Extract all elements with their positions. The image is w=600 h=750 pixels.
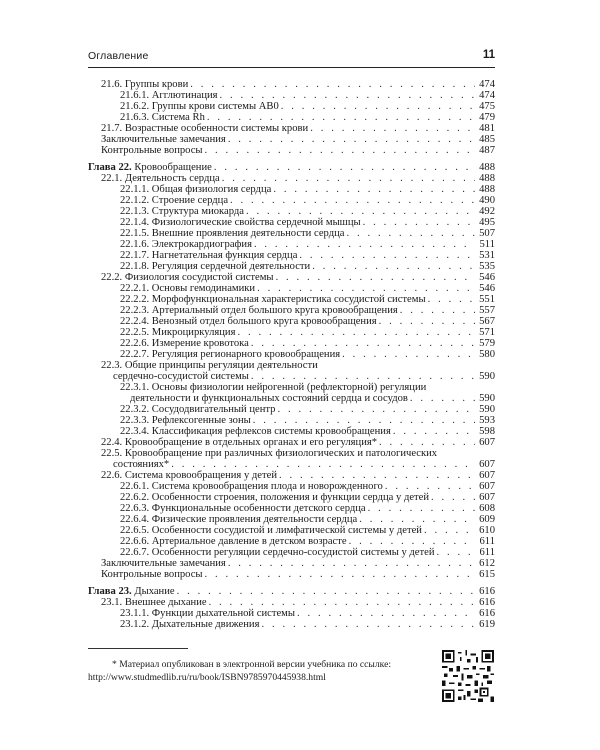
toc-entry-title	[120, 217, 361, 228]
toc-entry-title	[101, 123, 308, 134]
toc-entry[interactable]	[101, 437, 495, 448]
toc-entry[interactable]	[101, 173, 495, 184]
toc-entry-title	[120, 608, 295, 619]
toc-leader-dots	[276, 272, 475, 283]
toc-entry-title	[120, 492, 429, 503]
toc-page-number: 619	[479, 619, 495, 630]
toc-leader-dots	[359, 514, 475, 525]
toc-entry-text: 22.4. Кровообращение в отдельных органах и его регуляция*	[101, 437, 378, 448]
toc-entry-title	[120, 206, 244, 217]
toc-page-number: 571	[479, 327, 495, 338]
toc-page-number: 607	[479, 492, 495, 503]
toc-entry-text: 22.3.3. Рефлексогенные зоны	[120, 415, 251, 426]
toc-entry-title	[120, 415, 251, 426]
toc-page-number: 616	[479, 597, 495, 608]
header-rule	[88, 67, 495, 68]
toc-entry[interactable]	[120, 492, 495, 503]
toc-entry-title	[120, 349, 340, 360]
header-page-number: 11	[482, 49, 495, 61]
toc-entry-title	[120, 90, 218, 101]
toc-entry-text: 23.1.1. Функции дыхательной системы	[120, 608, 295, 619]
toc-entry[interactable]	[101, 360, 495, 371]
toc-entry-title	[101, 437, 377, 448]
toc-entry-text: Заключительные замечания	[101, 558, 226, 569]
toc-entry-title	[120, 327, 235, 338]
toc-entry[interactable]	[120, 404, 495, 415]
toc-entry[interactable]	[120, 349, 495, 360]
toc-entry-text: 21.6.2. Группы крови системы АВ0	[120, 101, 279, 112]
toc-entry-title	[120, 536, 347, 547]
toc-leader-dots	[400, 305, 475, 316]
toc-page-number: 488	[479, 162, 495, 173]
toc-leader-dots	[261, 619, 475, 630]
toc-entry-text: 23.1. Внешнее дыхание	[101, 597, 207, 608]
toc-entry[interactable]	[120, 338, 495, 349]
toc-entry[interactable]	[101, 134, 495, 145]
toc-entry-text: 22.6.3. Функциональные особенности детского сердца	[120, 503, 366, 514]
toc-page-number: 490	[479, 195, 495, 206]
toc-entry-text: 22.2.3. Артериальный отдел большого круга кровообращения	[120, 305, 398, 316]
toc-leader-dots	[230, 195, 475, 206]
toc-entry-text: 22.1.3. Структура миокарда	[120, 206, 244, 217]
toc-entry[interactable]	[101, 145, 495, 156]
toc-entry-title	[120, 619, 259, 630]
toc-entry-title	[120, 101, 279, 112]
toc-entry-text: 22.1. Деятельность сердца	[101, 173, 220, 184]
toc-entry[interactable]	[130, 393, 495, 404]
toc-leader-dots	[214, 162, 475, 173]
toc-page-number: 611	[479, 536, 495, 547]
toc-leader-dots	[437, 547, 476, 558]
toc-leader-dots	[253, 415, 475, 426]
toc-entry[interactable]	[120, 112, 495, 123]
toc-entry-title	[101, 173, 220, 184]
toc-entry-text: 22.2.5. Микроциркуляция	[120, 327, 236, 338]
toc-page-number: 608	[479, 503, 495, 514]
toc-entry-text: 22.1.7. Нагнетательная функция сердца	[120, 250, 298, 261]
toc-entry-text: 22.3.1. Основы физиологии нейрогенной (рефлекторной) регуляции	[120, 382, 427, 393]
toc-leader-dots	[246, 206, 475, 217]
toc-entry-text: 22.1.8. Регуляция сердечной деятельности	[120, 261, 311, 272]
footnote-link[interactable]: http://www.studmedlib.ru/ru/book/ISBN9785970445938.html	[88, 672, 326, 683]
footnote-divider	[88, 648, 188, 649]
toc-leader-dots	[205, 569, 475, 580]
toc-entry-title	[120, 112, 205, 123]
toc-page-number: 616	[479, 608, 495, 619]
toc-leader-dots	[257, 283, 475, 294]
toc-leader-dots	[273, 184, 475, 195]
toc-entry[interactable]	[120, 206, 495, 217]
toc-entry-text: 22.1.2. Строение сердца	[120, 195, 229, 206]
toc-entry-text: 22.6.4. Физические проявления деятельности сердца	[120, 514, 358, 525]
toc-leader-dots	[209, 597, 475, 608]
toc-entry-text: 22.1.1. Общая физиология сердца	[120, 184, 272, 195]
toc-entry[interactable]	[101, 272, 495, 283]
toc-entry[interactable]	[120, 525, 495, 536]
toc-entry[interactable]	[113, 371, 495, 382]
toc-entry-text: 21.7. Возрастные особенности системы крови	[101, 123, 309, 134]
toc-entry-text: 22.5. Кровообращение при различных физиологических и патологических	[101, 448, 438, 459]
toc-entry[interactable]	[120, 619, 495, 630]
toc-leader-dots	[363, 217, 475, 228]
toc-page-number: 492	[479, 206, 495, 217]
toc-entry-title	[120, 316, 377, 327]
toc-page-number: 610	[479, 525, 495, 536]
toc-entry-title	[120, 228, 344, 239]
toc-entry-text: Заключительные замечания	[101, 134, 226, 145]
toc-entry-title	[120, 184, 271, 195]
toc-entry-text: 23.1.2. Дыхательные движения	[120, 619, 260, 630]
toc-entry[interactable]	[120, 283, 495, 294]
toc-leader-dots	[228, 134, 475, 145]
toc-page-number: 474	[479, 79, 495, 90]
toc-entry[interactable]	[120, 239, 495, 250]
toc-entry-title	[120, 514, 357, 525]
toc-leader-dots	[207, 112, 475, 123]
toc-page-number: 607	[479, 459, 495, 470]
toc-entry-title	[120, 338, 249, 349]
toc-entry-text: 21.6.1. Агглютинация	[120, 90, 218, 101]
toc-page-number: 607	[479, 470, 495, 481]
toc-entry-title	[101, 145, 203, 156]
toc-leader-dots	[281, 101, 475, 112]
toc-page-number: 485	[479, 134, 495, 145]
toc-leader-dots	[177, 586, 475, 597]
toc-entry-text: 22.2.7. Регуляция регионарного кровообращения	[120, 349, 341, 360]
toc-entry-text: 21.6. Группы крови	[101, 79, 189, 90]
toc-page-number: 567	[479, 316, 495, 327]
toc-page-number: 590	[479, 371, 495, 382]
toc-page-number: 495	[479, 217, 495, 228]
toc-entry-title	[120, 404, 275, 415]
toc-page-number: 488	[479, 173, 495, 184]
toc-entry[interactable]	[101, 597, 495, 608]
toc-page-number: 487	[479, 145, 495, 156]
chapter-label: Глава 22.	[88, 162, 132, 173]
toc-page-number: 598	[479, 426, 495, 437]
toc-entry-title	[120, 239, 252, 250]
toc-entry[interactable]	[120, 294, 495, 305]
toc-entry-text: 22.2. Физиология сосудистой системы	[101, 272, 274, 283]
toc-page-number: 612	[479, 558, 495, 569]
toc-entry-title	[120, 481, 383, 492]
toc-leader-dots	[431, 492, 475, 503]
toc-entry-text: Контрольные вопросы	[101, 569, 203, 580]
toc-leader-dots	[279, 470, 475, 481]
toc-entry-title	[120, 305, 398, 316]
toc-entry-text: 22.6.6. Артериальное давление в детском возрасте	[120, 536, 347, 547]
toc-entry[interactable]	[120, 316, 495, 327]
toc-entry-title	[120, 525, 422, 536]
toc-entry-text: сердечно-сосудистой системы	[113, 371, 249, 382]
toc-entry-title	[130, 393, 408, 404]
toc-entry[interactable]	[120, 608, 495, 619]
toc-entry-title	[101, 448, 437, 459]
toc-leader-dots	[251, 371, 475, 382]
toc-entry[interactable]	[120, 228, 495, 239]
toc-page-number: 474	[479, 90, 495, 101]
toc-page-number: 481	[479, 123, 495, 134]
toc-page-number: 531	[479, 250, 495, 261]
toc-leader-dots	[424, 525, 475, 536]
toc-page-number: 607	[479, 481, 495, 492]
toc-entry-text: Дыхание	[131, 586, 175, 597]
toc-page-number: 479	[479, 112, 495, 123]
toc-entry[interactable]	[120, 547, 495, 558]
toc-entry-text: 22.6.2. Особенности строения, положения и функции сердца у детей	[120, 492, 430, 503]
toc-entry-title	[120, 294, 426, 305]
toc-leader-dots	[171, 459, 475, 470]
toc-entry-text: Контрольные вопросы	[101, 145, 203, 156]
toc-entry-title	[101, 470, 277, 481]
toc-entry[interactable]	[101, 448, 495, 459]
toc-entry[interactable]	[120, 536, 495, 547]
toc-page-number: 579	[479, 338, 495, 349]
toc-entry-text: 22.3.4. Классификация рефлексов системы кровообращения	[120, 426, 391, 437]
toc-entry[interactable]	[120, 382, 495, 393]
toc-entry[interactable]	[120, 514, 495, 525]
toc-page-number: 615	[479, 569, 495, 580]
toc-leader-dots	[346, 228, 475, 239]
qr-code-icon	[442, 650, 494, 702]
toc-page-number: 488	[479, 184, 495, 195]
toc-entry[interactable]	[120, 415, 495, 426]
toc-entry-title	[120, 547, 435, 558]
toc-entry-title	[101, 134, 226, 145]
toc-leader-dots	[251, 338, 475, 349]
toc-chapter[interactable]	[88, 586, 495, 597]
toc-entry[interactable]	[120, 481, 495, 492]
toc-entry[interactable]	[120, 261, 495, 272]
toc-leader-dots	[205, 145, 475, 156]
toc-leader-dots	[428, 294, 475, 305]
toc-page-number: 609	[479, 514, 495, 525]
toc-entry-title	[120, 426, 391, 437]
toc-leader-dots	[368, 503, 475, 514]
toc-entry-title	[101, 79, 188, 90]
toc-entry-title	[101, 569, 203, 580]
toc-entry[interactable]	[120, 90, 495, 101]
toc-page-number: 590	[479, 404, 495, 415]
toc-entry[interactable]	[120, 184, 495, 195]
toc-entry-text: 22.3. Общие принципы регуляции деятельности	[101, 360, 318, 371]
toc-entry-title	[101, 558, 226, 569]
toc-leader-dots	[297, 608, 475, 619]
toc-entry-text: 22.3.2. Сосудодвигательный центр	[120, 404, 276, 415]
toc-page-number: 611	[479, 547, 495, 558]
toc-page-number: 590	[479, 393, 495, 404]
toc-entry[interactable]	[120, 327, 495, 338]
toc-entry-title	[120, 195, 228, 206]
toc-leader-dots	[342, 349, 475, 360]
toc-page-number: 593	[479, 415, 495, 426]
toc-entry[interactable]	[101, 569, 495, 580]
toc-page-number: 616	[479, 586, 495, 597]
toc-entry-text: 22.1.4. Физиологические свойства сердечной мышцы	[120, 217, 361, 228]
toc-entry[interactable]	[113, 459, 495, 470]
toc-page-number: 535	[479, 261, 495, 272]
toc-entry[interactable]	[101, 470, 495, 481]
toc-page-number: 580	[479, 349, 495, 360]
toc-entry[interactable]	[120, 250, 495, 261]
toc-entry-text: 22.1.5. Внешние проявления деятельности сердца	[120, 228, 345, 239]
toc-page-number: 551	[479, 294, 495, 305]
toc-chapter[interactable]	[88, 162, 495, 173]
toc-entry-title	[88, 586, 175, 597]
toc-leader-dots	[349, 536, 475, 547]
toc-entry[interactable]	[120, 195, 495, 206]
toc-entry-text: 21.6.3. Система Rh	[120, 112, 205, 123]
toc-entry-title	[120, 503, 366, 514]
toc-page-number: 546	[479, 283, 495, 294]
toc-entry[interactable]	[101, 123, 495, 134]
toc-entry[interactable]	[120, 426, 495, 437]
toc-entry[interactable]	[120, 503, 495, 514]
toc-leader-dots	[310, 123, 475, 134]
toc-entry-title	[120, 382, 426, 393]
toc-leader-dots	[379, 437, 475, 448]
toc-leader-dots	[237, 327, 475, 338]
page-header	[88, 50, 495, 68]
toc-leader-dots	[190, 79, 475, 90]
toc-leader-dots	[228, 558, 475, 569]
toc-entry-text: 22.6. Система кровообращения у детей	[101, 470, 277, 481]
toc-entry[interactable]	[101, 558, 495, 569]
toc-entry-text: состояниях*	[113, 459, 170, 470]
toc-entry-title	[101, 272, 274, 283]
toc-entry-title	[120, 283, 255, 294]
toc-entry-text: деятельности и функциональных состояний сердца и сосудов	[130, 393, 408, 404]
toc-entry-text: 22.6.1. Система кровообращения плода и новорожденного	[120, 481, 383, 492]
toc-page-number: 511	[479, 239, 495, 250]
toc-entry-title	[113, 459, 169, 470]
toc-leader-dots	[254, 239, 475, 250]
toc-entry-title	[101, 360, 318, 371]
toc-entry-text: 22.1.6. Электрокардиография	[120, 239, 252, 250]
toc-entry-text: 22.2.2. Морфофункциональная характеристика сосудистой системы	[120, 294, 426, 305]
toc-entry-title	[120, 250, 297, 261]
toc-leader-dots	[222, 173, 475, 184]
toc-leader-dots	[299, 250, 475, 261]
toc-page-number: 475	[479, 101, 495, 112]
toc-entry-text: 22.2.1. Основы гемодинамики	[120, 283, 256, 294]
toc-entry-title	[101, 597, 207, 608]
chapter-label: Глава 23.	[88, 586, 132, 597]
toc-page-number: 607	[479, 437, 495, 448]
toc-entry-title	[113, 371, 249, 382]
toc-leader-dots	[277, 404, 475, 415]
toc-entry-title	[88, 162, 212, 173]
toc-entry[interactable]	[120, 217, 495, 228]
toc-page-number: 546	[479, 272, 495, 283]
toc-entry-text: 22.6.7. Особенности регуляции сердечно-сосудистой системы у детей	[120, 547, 435, 558]
toc-page-number: 557	[479, 305, 495, 316]
header-title: Оглавление	[88, 50, 149, 62]
toc-entry-text: Кровообращение	[131, 162, 212, 173]
toc-entry-text: 22.2.6. Измерение кровотока	[120, 338, 249, 349]
footnote	[88, 658, 428, 684]
toc-page-number: 507	[479, 228, 495, 239]
toc-entry[interactable]	[101, 79, 495, 90]
toc-entry-text: 22.6.5. Особенности сосудистой и лимфатической системы у детей	[120, 525, 422, 536]
toc-leader-dots	[220, 90, 475, 101]
toc-entry-text: 22.2.4. Венозный отдел большого круга кровообращения	[120, 316, 377, 327]
footnote-text: * Материал опубликован в электронной версии учебника по ссылке:	[112, 659, 392, 670]
toc-entry[interactable]	[120, 101, 495, 112]
toc-entry[interactable]	[120, 305, 495, 316]
toc-leader-dots	[393, 426, 475, 437]
toc-leader-dots	[385, 481, 475, 492]
toc-leader-dots	[410, 393, 475, 404]
toc-leader-dots	[312, 261, 475, 272]
toc-entry-title	[120, 261, 310, 272]
toc-leader-dots	[379, 316, 475, 327]
